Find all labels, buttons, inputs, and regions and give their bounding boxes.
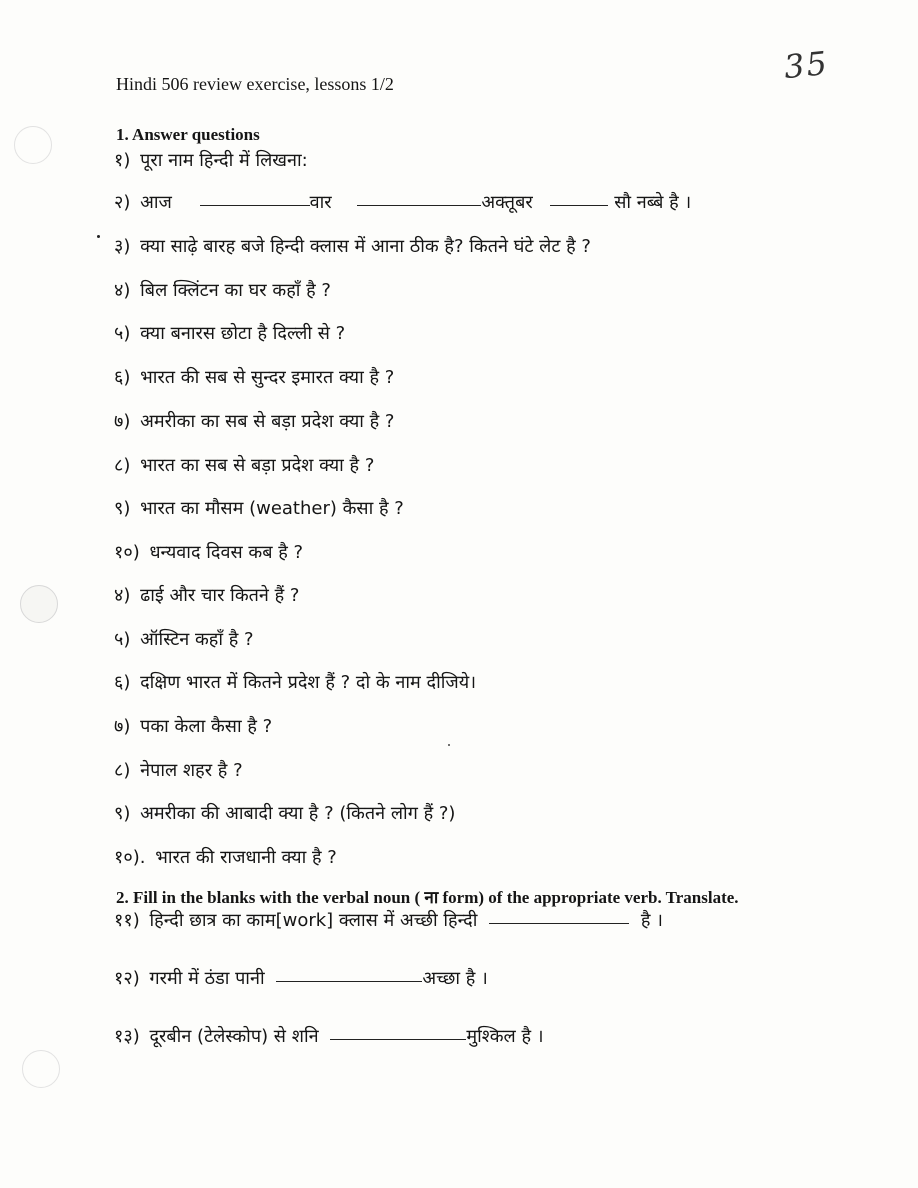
question-number: ४) (114, 585, 131, 606)
punch-hole-bottom (22, 1050, 60, 1088)
question-14 (114, 714, 272, 738)
question-number: ५) (114, 629, 131, 650)
stray-dot (448, 744, 450, 746)
question-text: धन्यवाद दिवस कब है ? (149, 542, 304, 563)
answer-blank[interactable] (489, 922, 629, 924)
stray-dot (97, 235, 100, 238)
question-11 (114, 583, 299, 607)
question-text: भारत की राजधानी क्या है ? (155, 847, 337, 868)
question-text: अमरीका का सब से बड़ा प्रदेश क्या है ? (140, 411, 395, 432)
question-text: ऑस्टिन कहाँ है ? (140, 629, 254, 650)
question-text: ढाई और चार कितने हैं ? (140, 585, 300, 606)
question-text: दक्षिण भारत में कितने प्रदेश हैं ? दो के नाम दीजिये। (140, 672, 477, 693)
question-4 (114, 278, 331, 302)
question-16 (114, 801, 455, 825)
question-number: ८) (114, 455, 131, 476)
question-text: नेपाल शहर है ? (140, 760, 243, 781)
section-1-heading: 1. Answer questions (116, 125, 260, 144)
answer-blank[interactable] (330, 1038, 466, 1040)
question-9 (114, 496, 404, 520)
question-text: क्या साढ़े बारह बजे हिन्दी क्लास में आना ठीक है? कितने घंटे लेट है ? (140, 236, 591, 257)
question-text: पका केला कैसा है ? (140, 716, 273, 737)
answer-blank[interactable] (357, 204, 481, 206)
question-6 (114, 365, 394, 389)
question-text: अमरीका की आबादी क्या है ? (कितने लोग हैं ?) (140, 803, 456, 824)
question-text: आज (140, 192, 172, 213)
question-number: ६) (114, 672, 131, 693)
question-number: ७) (114, 411, 131, 432)
question-number: ८) (114, 760, 131, 781)
question-number: १) (114, 150, 131, 171)
question-number: १०) (114, 542, 140, 563)
question-number: ७) (114, 716, 131, 737)
sentence-start: गरमी में ठंडा पानी (149, 968, 265, 989)
question-text: सौ नब्बे है । (614, 192, 692, 213)
handwritten-page-number: 35 (782, 43, 831, 87)
question-number: १०). (114, 847, 146, 868)
sentence-end: अच्छा है । (422, 968, 488, 989)
answer-blank[interactable] (276, 980, 422, 982)
question-10 (114, 540, 303, 564)
fill-blank-13 (114, 1024, 544, 1048)
question-number: १३) (114, 1026, 140, 1047)
question-text: भारत की सब से सुन्दर इमारत क्या है ? (140, 367, 395, 388)
question-text: पूरा नाम हिन्दी में लिखना: (140, 150, 308, 171)
question-7 (114, 409, 394, 433)
question-15 (114, 758, 243, 782)
question-text: क्या बनारस छोटा है दिल्ली से ? (140, 323, 346, 344)
question-1 (114, 148, 308, 172)
question-text: भारत का सब से बड़ा प्रदेश क्या है ? (140, 455, 375, 476)
punch-hole-middle (20, 585, 58, 623)
question-text: बिल क्लिंटन का घर कहाँ है ? (140, 280, 331, 301)
answer-blank[interactable] (200, 204, 310, 206)
question-number: ६) (114, 367, 131, 388)
question-number: १२) (114, 968, 140, 989)
punch-hole-top (14, 126, 52, 164)
question-8 (114, 453, 374, 477)
question-number: ५) (114, 323, 131, 344)
question-number: २) (114, 192, 131, 213)
sentence-start: दूरबीन (टेलेस्कोप) से शनि (149, 1026, 319, 1047)
question-number: ३) (114, 236, 131, 257)
sentence-end: है । (640, 910, 663, 931)
question-text: अक्तूबर (481, 192, 533, 213)
question-number: ११) (114, 910, 140, 931)
fill-blank-12 (114, 966, 488, 990)
question-12 (114, 627, 254, 651)
section-2-heading: 2. Fill in the blanks with the verbal noun ( ना form) of the appropriate verb. Translate. (116, 888, 739, 907)
sentence-start: हिन्दी छात्र का काम[work] क्लास में अच्छी हिन्दी (149, 910, 478, 931)
question-number: ९) (114, 498, 131, 519)
sentence-end: मुश्किल है । (466, 1026, 544, 1047)
answer-blank[interactable] (550, 204, 608, 206)
question-13 (114, 670, 476, 694)
fill-blank-11 (114, 908, 663, 932)
question-number: ४) (114, 280, 131, 301)
question-5 (114, 321, 345, 345)
question-text: वार (309, 192, 332, 213)
page-title: Hindi 506 review exercise, lessons 1/2 (116, 74, 394, 94)
question-3 (114, 234, 591, 258)
question-text: भारत का मौसम (weather) कैसा है ? (140, 498, 404, 519)
question-number: ९) (114, 803, 131, 824)
question-17 (114, 845, 337, 869)
question-2 (114, 190, 691, 214)
